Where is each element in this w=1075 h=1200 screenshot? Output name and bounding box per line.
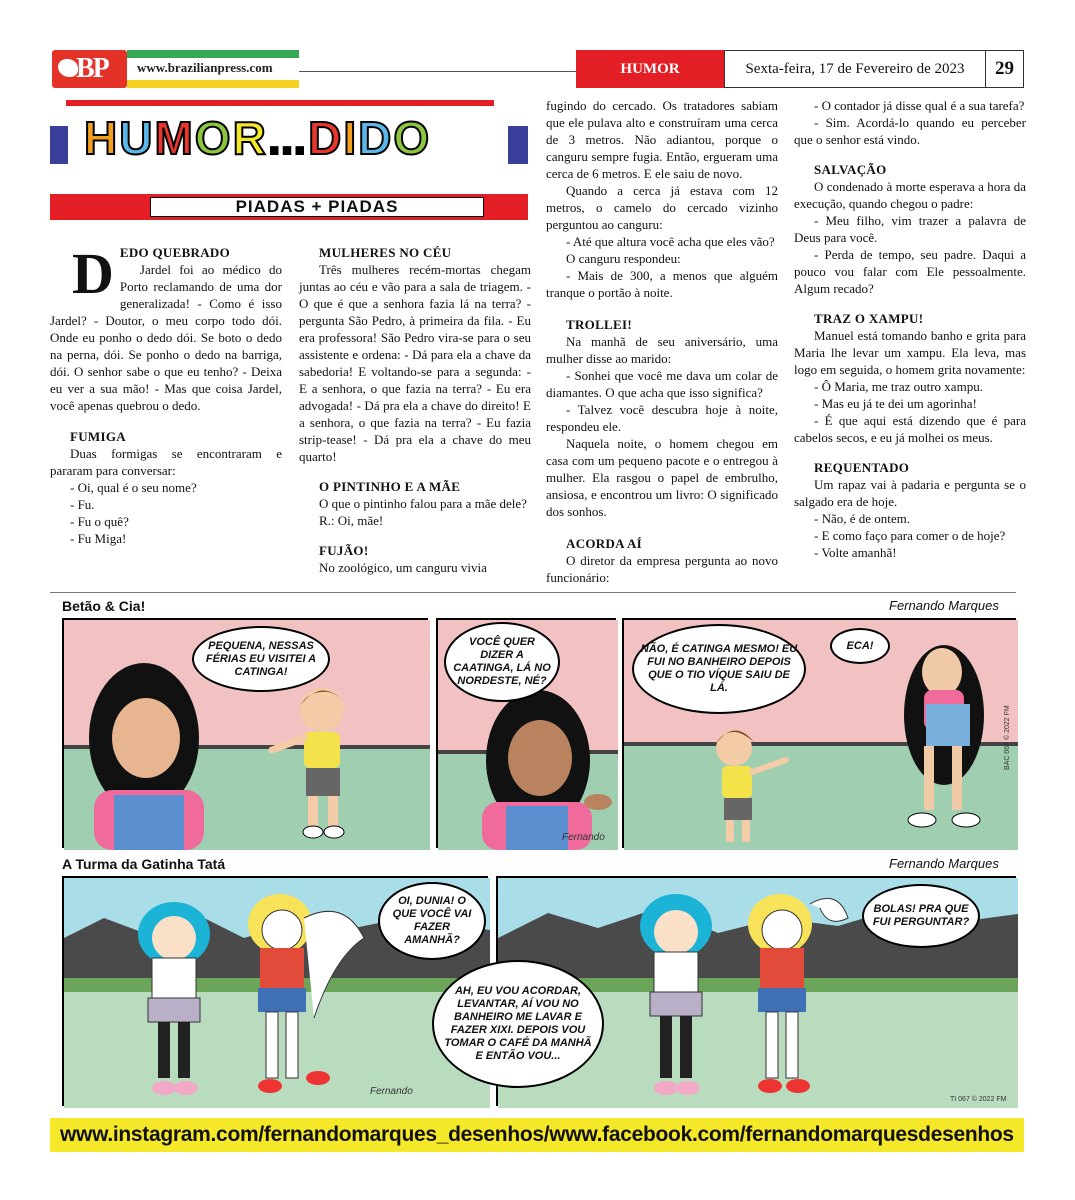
joke-line: - Mas eu já te dei um agorinha! bbox=[814, 396, 977, 411]
joke-title: SALVAÇÃO bbox=[814, 162, 887, 177]
joke-body: O condenado à morte esperava a hora da execução, quando chegou o padre: bbox=[794, 179, 1026, 211]
joke-body: Jardel foi ao médico do Porto reclamando de uma dor generalizada! - Como é isso Jardel? - Doutor, o meu corpo todo dói. Onde eu ponho o dedo dói. Se boto o dedo na perna, dói. Se ponho o dedo na barriga, dói. O senhor sabe o que eu tenho? - Deixa eu ver a sua mão! - Mas que coisa Jardel, você apenas quebrou o dedo. bbox=[50, 262, 282, 413]
section-divider bbox=[50, 592, 1016, 593]
comic-panel-5 bbox=[444, 876, 1016, 1106]
facebook-link[interactable]: www.facebook.com/fernandomarquesdesenhos bbox=[549, 1123, 1014, 1146]
strip-credit: TI 067 © 2022 FM bbox=[950, 1096, 1007, 1103]
joke-line: - Mais de 300, a menos que alguém tranque o portão à noite. bbox=[546, 268, 778, 300]
joke-title: ACORDA AÍ bbox=[566, 536, 643, 551]
column-4 bbox=[794, 97, 1026, 561]
title-letter: M bbox=[154, 112, 193, 164]
joke-line: - Ô Maria, me traz outro xampu. bbox=[814, 379, 983, 394]
joke-body: No zoológico, um canguru vivia bbox=[319, 560, 487, 575]
joke-body: Três mulheres recém-mortas chegam juntas ao céu e vão para a sala de triagem. - O que é que a senhora fazia lá na terra? - pergunta São Pedro, à primeira da fila. - Eu era professora! São Pedro vira-se para o seu assistente e ordena: - Dá para ela a chave da sabedoria! E voltando-se para a segunda: - E a senhora, o que fazia na terra? - Eu era advogada! - Dá pra ela a chave do direito! E a senhora, o que fazia na terra? - Eu fazia strip-tease! - Dá pra ela a chave do meu quarto! bbox=[299, 262, 531, 464]
joke-title: REQUENTADO bbox=[814, 460, 910, 475]
brazilianpress-logo[interactable] bbox=[52, 50, 127, 88]
logo-text: BP bbox=[76, 53, 108, 84]
joke-line: - Volte amanhã! bbox=[814, 545, 897, 560]
strip-author: Fernando Marques bbox=[889, 598, 999, 613]
header-rule bbox=[299, 71, 579, 72]
joke-title: FUJÃO! bbox=[319, 543, 369, 558]
joke-line: - Fu. bbox=[70, 497, 95, 512]
speech-bubble: AH, EU VOU ACORDAR, LEVANTAR, AÍ VOU NO BANHEIRO ME LAVAR E FAZER XIXI. DEPOIS VOU TOMAR O CAFÉ DA MANHÃ E ENTÃO VOU... bbox=[432, 960, 604, 1088]
speech-bubble: VOCÊ QUER DIZER A CAATINGA, LÁ NO NORDESTE, NÉ? bbox=[444, 622, 560, 702]
page-number: 29 bbox=[986, 50, 1024, 88]
title-letter: U bbox=[119, 112, 153, 164]
joke-line: O canguru respondeu: bbox=[566, 251, 681, 266]
joke-line: - Não, é de ontem. bbox=[814, 511, 911, 526]
joke-line: R.: Oi, mãe! bbox=[319, 513, 384, 528]
joke-title: TRAZ O XAMPU! bbox=[814, 311, 924, 326]
column-3 bbox=[546, 97, 778, 586]
strip-title: A Turma da Gatinha Tatá bbox=[62, 856, 226, 872]
joke-body: Na manhã de seu aniversário, uma mulher disse ao marido: bbox=[546, 334, 778, 366]
title-letter: O bbox=[393, 112, 430, 164]
artist-signature: Fernando bbox=[562, 832, 605, 843]
title-letter: D bbox=[358, 112, 392, 164]
piadas-bar bbox=[50, 194, 528, 220]
joke-body: Quando a cerca já estava com 12 metros, o camelo do cercado vizinho perguntou ao canguru: bbox=[546, 183, 778, 232]
joke-line: - Fu Miga! bbox=[70, 531, 127, 546]
strip-author: Fernando Marques bbox=[889, 856, 999, 871]
issue-date: Sexta-feira, 17 de Fevereiro de 2023 bbox=[724, 50, 986, 88]
strip-title: Betão & Cia! bbox=[62, 598, 146, 614]
joke-body: Duas formigas se encontraram e pararam para conversar: bbox=[50, 446, 282, 478]
joke-line: - Perda de tempo, seu padre. Daqui a pouco vou falar com Ele pessoalmente. Algum recado? bbox=[794, 247, 1026, 296]
title-letter: O bbox=[194, 112, 231, 164]
comic-panel-3 bbox=[622, 618, 1016, 848]
joke-line: - Oi, qual é o seu nome? bbox=[70, 480, 197, 495]
title-letter: D bbox=[308, 112, 342, 164]
comic-panel-1 bbox=[62, 618, 428, 848]
brazil-map-icon bbox=[58, 59, 78, 77]
comic-panel-4 bbox=[62, 876, 488, 1106]
joke-line: - O contador já disse qual é a sua tarefa? bbox=[814, 98, 1025, 113]
banner-red-rule bbox=[66, 100, 494, 106]
joke-line: - Sim. Acordá-lo quando eu perceber que o senhor está vindo. bbox=[794, 115, 1026, 147]
joke-body: Um rapaz vai à padaria e pergunta se o salgado era de hoje. bbox=[794, 477, 1026, 509]
joke-title: MULHERES NO CÉU bbox=[319, 245, 452, 260]
piadas-subtitle: PIADAS + PIADAS bbox=[150, 197, 484, 217]
speech-bubble: ECA! bbox=[830, 628, 890, 664]
joke-body: fugindo do cercado. Os tratadores sabiam que ele pulava alto e construíram uma cerca de 3 metros. Não adiantou, porque o canguru sempre fugia. Então, ergueram uma cerca de 6 metros. E ele saiu de novo. bbox=[546, 98, 778, 181]
joke-line: - Meu filho, vim trazer a palavra de Deus para você. bbox=[794, 213, 1026, 245]
drop-cap: D bbox=[72, 241, 114, 306]
speech-bubble: OI, DUNIA! O QUE VOCÊ VAI FAZER AMANHÃ? bbox=[378, 882, 486, 960]
joke-title: O PINTINHO E A MÃE bbox=[319, 479, 461, 494]
joke-line: - Talvez você descubra hoje à noite, respondeu ele. bbox=[546, 402, 778, 434]
joke-title: TROLLEI! bbox=[566, 317, 632, 332]
speech-bubble: PEQUENA, NESSAS FÉRIAS EU VISITEI A CATINGA! bbox=[192, 626, 330, 692]
joke-title: EDO QUEBRADO bbox=[119, 245, 231, 260]
column-2 bbox=[299, 244, 531, 576]
joke-line: - Fu o quê? bbox=[70, 514, 129, 529]
speech-bubble: NÃO, É CATINGA MESMO! EU FUI NO BANHEIRO DEPOIS QUE O TIO VÍQUE SAIU DE LÁ. bbox=[632, 624, 806, 714]
joke-line: - Sonhei que você me dava um colar de diamantes. O que acha que isso significa? bbox=[546, 368, 778, 400]
site-url[interactable]: www.brazilianpress.com bbox=[137, 60, 273, 75]
speech-bubble: BOLAS! PRA QUE FUI PERGUNTAR? bbox=[862, 884, 980, 948]
instagram-link[interactable]: www.instagram.com/fernandomarques_desenhos/ bbox=[60, 1123, 550, 1146]
joke-line: - É que aqui está dizendo que é para cabelos secos, e eu já molhei os meus. bbox=[794, 413, 1026, 445]
comic-panel-2 bbox=[436, 618, 616, 848]
artist-signature: Fernando bbox=[370, 1086, 413, 1097]
title-letter: H bbox=[84, 112, 118, 164]
joke-body: O diretor da empresa pergunta ao novo funcionário: bbox=[546, 553, 778, 585]
joke-line: - Até que altura você acha que eles vão? bbox=[566, 234, 775, 249]
joke-line: O que o pintinho falou para a mãe dele? bbox=[319, 496, 527, 511]
joke-body: Naquela noite, o homem chegou em casa com um pequeno pacote e o entregou à mulher. Ela rasgou o papel de embrulho, ansiosa, e encontrou um livro: O significado dos sonhos. bbox=[546, 436, 778, 519]
joke-line: - E como faço para comer o de hoje? bbox=[814, 528, 1006, 543]
strip-credit: BAC 067 © 2022 FM bbox=[1004, 705, 1011, 770]
humor-dido-title bbox=[84, 110, 429, 166]
column-1 bbox=[50, 241, 282, 547]
title-letter: ... bbox=[267, 112, 307, 164]
joke-title: FUMIGA bbox=[70, 429, 126, 444]
joke-body: Manuel está tomando banho e grita para Maria lhe levar um xampu. Ela leva, mas logo em seguida, o homem grita novamente: bbox=[794, 328, 1026, 377]
title-letter: R bbox=[232, 112, 266, 164]
title-letter: I bbox=[343, 112, 357, 164]
social-footer bbox=[50, 1118, 1024, 1152]
section-label: HUMOR bbox=[576, 50, 724, 88]
